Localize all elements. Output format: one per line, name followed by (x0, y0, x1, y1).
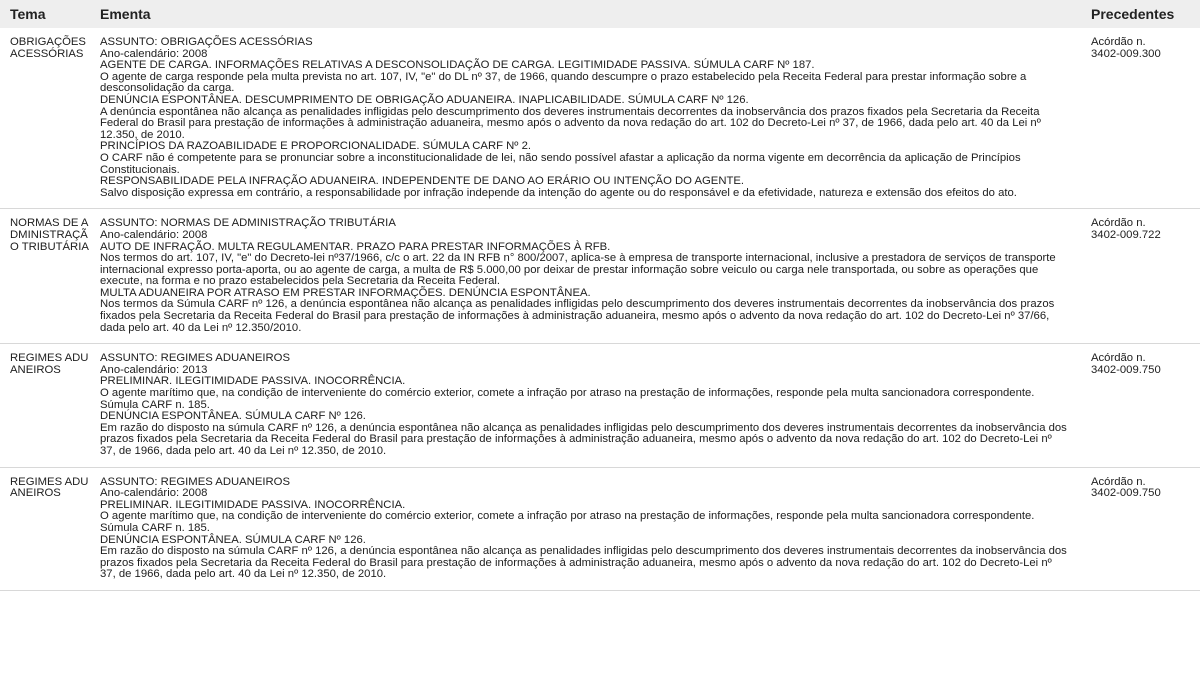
precedente-number: 3402-009.300 (1091, 47, 1161, 60)
precedente-number: 3402-009.750 (1091, 487, 1161, 500)
ementa-line: Ano-calendário: 2008 (100, 47, 208, 60)
precedentes-cell (1087, 28, 1200, 209)
ementa-line: O agente marítimo que, na condição de interveniente do comércio exterior, comete a infração por atraso na prestação de informações, responde pela multa sancionadora correspondente. Súmula CARF n. 185. (100, 510, 1035, 534)
ementa-cell (96, 467, 1087, 590)
precedentes-cell (1087, 209, 1200, 344)
ementa-line: Salvo disposição expressa em contrário, a responsabilidade por infração independe da intenção do agente ou do responsável e da efetividade, natureza e extensão dos efeitos do ato. (100, 186, 1017, 199)
table-body (0, 28, 1200, 590)
precedente-label: Acórdão n. (1091, 352, 1146, 365)
ementa-line: ASSUNTO: OBRIGAÇÕES ACESSÓRIAS (100, 36, 313, 48)
ementa-line: AGENTE DE CARGA. INFORMAÇÕES RELATIVAS A DESCONSOLIDAÇÃO DE CARGA. LEGITIMIDADE PASSIVA. SÚMULA CARF Nº 187. (100, 59, 815, 72)
precedente-label: Acórdão n. (1091, 475, 1146, 488)
tema-cell: OBRIGAÇÕES ACESSÓRIAS (0, 28, 96, 209)
column-header-precedentes[interactable]: Precedentes (1087, 0, 1200, 28)
ementa-line: Ano-calendário: 2013 (100, 363, 208, 376)
tema-cell: NORMAS DE ADMINISTRAÇÃO TRIBUTÁRIA (0, 209, 96, 344)
table-row (0, 344, 1200, 467)
precedente-number: 3402-009.722 (1091, 228, 1161, 241)
ementa-line: Nos termos da Súmula CARF nº 126, a denúncia espontânea não alcança as penalidades infligidas pelo descumprimento dos deveres instrumentais decorrentes da inobservância dos prazos fixados pela Secretaria da Receita Federal do Brasil para prestação de informações à administração aduaneira, mesmo após o advento da nova redação do art. 102 do Decreto-Lei nº 37/66, dada pelo art. 40 da Lei nº 12.350/2010. (100, 298, 1055, 334)
table-header (0, 0, 1200, 28)
ementa-line: O agente de carga responde pela multa prevista no art. 107, IV, "e" do DL nº 37, de 1966, quando descumpre o prazo estabelecido pela Receita Federal para prestar informação sobre a desconsolidação da carga. (100, 70, 1027, 95)
ementa-line: ASSUNTO: NORMAS DE ADMINISTRAÇÃO TRIBUTÁRIA (100, 217, 396, 230)
ementa-line: Em razão do disposto na súmula CARF nº 126, a denúncia espontânea não alcança as penalidades infligidas pelo descumprimento dos deveres instrumentais decorrentes da inobservância dos prazos fixados pela Secretaria da Receita Federal do Brasil para prestação de informações à administração aduaneira, mesmo após o advento da nova redação do art. 102 do Decreto-Lei nº 37, de 1966, dada pelo art. 40 da Lei nº 12.350, de 2010. (100, 545, 1067, 581)
ementa-line: PRELIMINAR. ILEGITIMIDADE PASSIVA. INOCORRÊNCIA. (100, 375, 406, 388)
tema-cell: REGIMES ADUANEIROS (0, 467, 96, 590)
ementa-line: ASSUNTO: REGIMES ADUANEIROS (100, 352, 290, 365)
ementa-cell (96, 344, 1087, 467)
ementa-line: ASSUNTO: REGIMES ADUANEIROS (100, 475, 290, 488)
precedente-label: Acórdão n. (1091, 217, 1146, 230)
tema-cell: REGIMES ADUANEIROS (0, 344, 96, 467)
ementa-line: Ano-calendário: 2008 (100, 487, 208, 500)
ementa-line: O CARF não é competente para se pronunciar sobre a inconstitucionalidade de lei, não sendo possível afastar a aplicação da norma vigente em decorrência da aplicação de Princípios Constitucionais. (100, 151, 1021, 176)
ementa-line: Em razão do disposto na súmula CARF nº 126, a denúncia espontânea não alcança as penalidades infligidas pelo descumprimento dos deveres instrumentais decorrentes da inobservância dos prazos fixados pela Secretaria da Receita Federal do Brasil para prestação de informações à administração aduaneira, mesmo após o advento da nova redação do art. 102 do Decreto-Lei nº 37, de 1966, dada pelo art. 40 da Lei nº 12.350, de 2010. (100, 421, 1067, 457)
ementa-line: MULTA ADUANEIRA POR ATRASO EM PRESTAR INFORMAÇÕES. DENÚNCIA ESPONTÂNEA. (100, 286, 591, 299)
ementa-cell (96, 209, 1087, 344)
ementa-line: DENÚNCIA ESPONTÂNEA. SÚMULA CARF Nº 126. (100, 533, 366, 546)
ementa-line: PRELIMINAR. ILEGITIMIDADE PASSIVA. INOCORRÊNCIA. (100, 498, 406, 511)
ementa-line: Nos termos do art. 107, IV, "e" do Decreto-lei nº37/1966, c/c o art. 22 da IN RFB n° 800/2007, aplica-se à empresa de transporte internacional, inclusive a prestadora de serviços de transporte internacional expresso porta-aporta, ou ao agente de carga, a multa de R$ 5.000,00 por deixar de prestar informação sobre veiculo ou carga nele transportada, ou sobre as operações que execute, na forma e no prazo estabelecidos pela Secretaria da Receita Federal. (100, 252, 1056, 288)
table-header-row (0, 0, 1200, 28)
ementa-line: DENÚNCIA ESPONTÂNEA. SÚMULA CARF Nº 126. (100, 410, 366, 423)
ementa-line: Ano-calendário: 2008 (100, 228, 208, 241)
ementa-line: DENÚNCIA ESPONTÂNEA. DESCUMPRIMENTO DE OBRIGAÇÃO ADUANEIRA. INAPLICABILIDADE. SÚMULA CARF Nº 126. (100, 93, 749, 106)
ementa-line: A denúncia espontânea não alcança as penalidades infligidas pelo descumprimento dos deveres instrumentais decorrentes da inobservância dos prazos fixados pela Secretaria da Receita Federal do Brasil para prestação de informações à administração aduaneira, mesmo após o advento da nova redação do art. 102 do Decreto-Lei nº 37, de 1966, dada pelo art. 40 da Lei nº 12.350, de 2010. (100, 105, 1041, 141)
table-row (0, 467, 1200, 590)
ementa-line: PRINCÍPIOS DA RAZOABILIDADE E PROPORCIONALIDADE. SÚMULA CARF Nº 2. (100, 140, 531, 153)
ementa-cell (96, 28, 1087, 209)
column-header-tema[interactable]: Tema (0, 0, 96, 28)
precedentes-cell (1087, 344, 1200, 467)
table-row (0, 209, 1200, 344)
column-header-ementa[interactable]: Ementa (96, 0, 1087, 28)
ementa-line: AUTO DE INFRAÇÃO. MULTA REGULAMENTAR. PRAZO PARA PRESTAR INFORMAÇÕES À RFB. (100, 240, 611, 253)
precedentes-cell (1087, 467, 1200, 590)
ementa-line: O agente marítimo que, na condição de interveniente do comércio exterior, comete a infração por atraso na prestação de informações, responde pela multa sancionadora correspondente. Súmula CARF n. 185. (100, 387, 1035, 411)
table-row (0, 28, 1200, 209)
precedente-label: Acórdão n. (1091, 36, 1146, 48)
precedente-number: 3402-009.750 (1091, 363, 1161, 376)
ementa-line: RESPONSABILIDADE PELA INFRAÇÃO ADUANEIRA. INDEPENDENTE DE DANO AO ERÁRIO OU INTENÇÃO DO AGENTE. (100, 175, 745, 188)
